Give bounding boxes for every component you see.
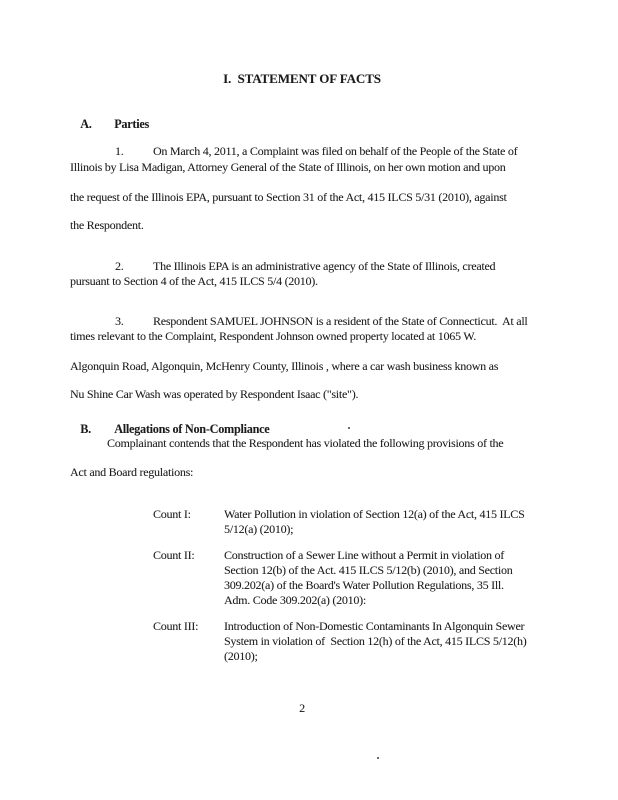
- count-text-line: (2010);: [224, 649, 258, 663]
- paragraph-3-number: 3.: [115, 314, 124, 328]
- count-3-label: Count III:: [153, 619, 199, 633]
- count-text-line: Water Pollution in violation of Section 12(a) of the Act, 415 ILCS: [224, 507, 525, 521]
- paragraph-line: Act and Board regulations:: [70, 465, 194, 479]
- paragraph-1-number: 1.: [115, 144, 124, 158]
- count-text-line: 309.202(a) of the Board's Water Pollution Regulations, 35 Ill.: [224, 578, 504, 592]
- count-text-line: Adm. Code 309.202(a) (2010):: [224, 593, 366, 607]
- paragraph-line: times relevant to the Complaint, Respondent Johnson owned property located at 1065 W.: [70, 329, 477, 343]
- paragraph-line: Algonquin Road, Algonquin, McHenry County, Illinois , where a car wash business known as: [70, 359, 499, 373]
- section-b-title: Allegations of Non-Compliance: [114, 422, 270, 436]
- page-title: I. STATEMENT OF FACTS: [223, 71, 381, 86]
- section-a-title: Parties: [114, 117, 149, 131]
- paragraph-line: Respondent SAMUEL JOHNSON is a resident of the State of Connecticut. At all: [153, 314, 528, 328]
- paragraph-line: The Illinois EPA is an administrative agency of the State of Illinois, created: [153, 259, 496, 273]
- paragraph-line: the request of the Illinois EPA, pursuant to Section 31 of the Act, 415 ILCS 5/31 (2010), against: [70, 190, 507, 204]
- count-3-row: [142, 604, 526, 679]
- scan-speck: [377, 757, 379, 759]
- paragraph-line: On March 4, 2011, a Complaint was filed on behalf of the People of the State of: [153, 144, 518, 158]
- count-text-line: 5/12(a) (2010);: [224, 522, 294, 536]
- paragraph-line: Nu Shine Car Wash was operated by Respondent Isaac ("site").: [70, 387, 359, 401]
- count-text-line: Introduction of Non-Domestic Contaminants In Algonquin Sewer: [224, 619, 525, 633]
- count-2-label: Count II:: [153, 548, 195, 562]
- count-1-label: Count I:: [153, 507, 191, 521]
- count-text-line: Section 12(b) of the Act. 415 ILCS 5/12(b) (2010), and Section: [224, 563, 513, 577]
- paragraph-line: Complainant contends that the Respondent has violated the following provisions of the: [107, 436, 504, 450]
- section-b-letter: B.: [80, 422, 91, 436]
- count-2-text: [224, 548, 512, 608]
- count-text-line: System in violation of Section 12(h) of the Act, 415 ILCS 5/12(h): [224, 634, 527, 648]
- section-a-letter: A.: [80, 117, 92, 131]
- paragraph-2-number: 2.: [115, 259, 124, 273]
- scan-speck: [348, 427, 350, 429]
- page-number: 2: [299, 701, 305, 715]
- count-3-text: [224, 619, 526, 664]
- paragraph-line: pursuant to Section 4 of the Act, 415 ILCS 5/4 (2010).: [70, 274, 318, 288]
- paragraph-line: the Respondent.: [70, 218, 144, 232]
- paragraph-line: Illinois by Lisa Madigan, Attorney General of the State of Illinois, on her own motion and upon: [70, 160, 506, 174]
- count-text-line: Construction of a Sewer Line without a Permit in violation of: [224, 548, 505, 562]
